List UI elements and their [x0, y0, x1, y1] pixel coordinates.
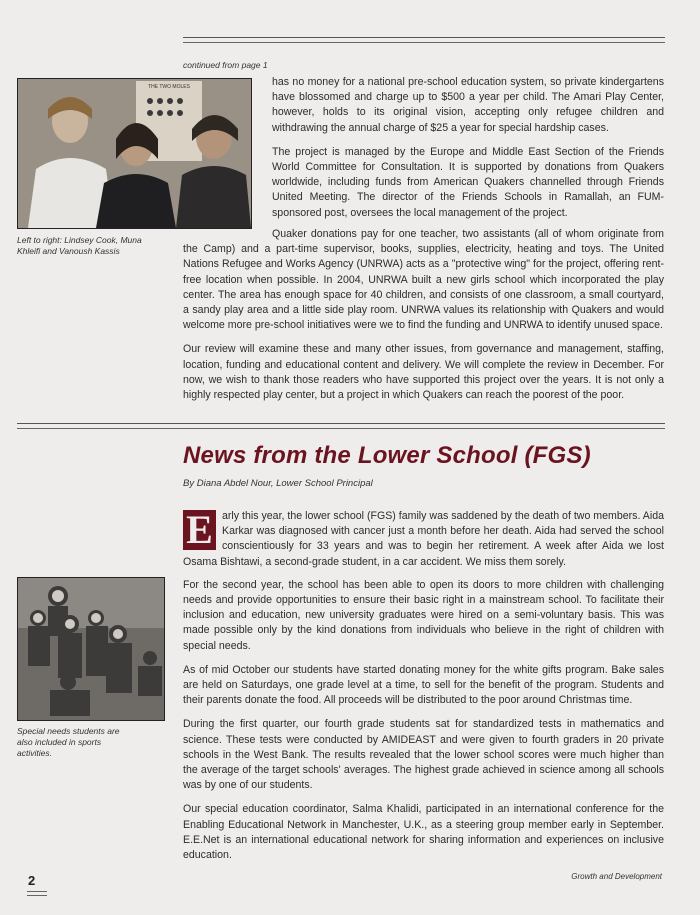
article1-paragraph: has no money for a national pre-school education system, so private kindergartens have blossomed and charge up to $500 a year per child. The Amari Play Center, however, holds to its original vision, accepting only refugee children and withdrawing the annual charge of $25 a year for special hardship cases.: [272, 76, 664, 134]
article2-paragraph-text: arly this year, the lower school (FGS) family was saddened by the death of two members. Aida Karkar was diagnosed with cancer just a month before her death. Aida had served the school conscientiously for 33 years and was to begin her retirement. A week after Aida we lost Osama Bishtawi, a second-grade student, in a car accident. We miss them sorely.: [183, 510, 664, 568]
article2-paragraph: During the first quarter, our fourth grade students sat for standardized tests in mathematics and science. These tests were conducted by AMIDEAST and were given to fourth graders in 20 private schools in the West Bank. The results revealed that the lower school scores were much higher than the average of the target schools' averages. The highest grade achieved in science among all schools was by one of our students.: [183, 718, 664, 792]
page-number: 2: [28, 873, 36, 888]
article1-body-full: [183, 227, 664, 412]
article1-paragraph: Our review will examine these and many other issues, from governance and management, staffing, location, funding and educational content and delivery. We will complete the review in December. For now, we wish to thank those readers who have supported this project over the years. It is not only a highly respected play center, but a project in which Quakers can reach the poorest of the poor.: [183, 343, 664, 402]
sports-photo: [17, 577, 165, 721]
article2-byline: By Diana Abdel Nour, Lower School Principal: [183, 478, 373, 489]
article1-paragraph: Quaker donations pay for one teacher, two assistants (all of whom originate from the Camp) and a part-time supervisor, books, supplies, electricity, heating and toys. The United Nations Refugee and Works Agency (UNRWA) acts as a "protective wing" for the project, offering rent-free location when possible. In 2004, UNRWA built a new girls school which incorporated the play center. The area has enough space for 40 children, and consists of one classroom, a small courtyard, a sandy play area and a little side play room. UNRWA values its relationship with Quakers and would welcome more pre-school initiatives were we to find the funding and UNRWA to identify unused space.: [183, 228, 664, 332]
staff-photo-image: [18, 79, 251, 228]
continued-note: continued from page 1: [183, 60, 268, 70]
sports-photo-caption: Special needs students are also included in sports activities.: [17, 726, 120, 758]
article2-paragraph: For the second year, the school has been able to open its doors to more children with challenging needs and provide opportunities to ensure their basic right in a mainstream school. To facilitate their inclusion and education, new university graduates were hired on a semi-voluntary basis. This was made possible only by the kind donations from individuals who believe in the right of children with special needs.: [183, 578, 664, 652]
article1-paragraph: The project is managed by the Europe and Middle East Section of the Friends World Committee for Consultation. It is supported by donations from Quakers worldwide, including funds from American Quakers channelled through Friends United Meeting. The director of the Friends Schools in Ramallah, an FUM-sponsored post, oversees the local management of the project.: [272, 145, 664, 219]
article1-body-top: [272, 75, 664, 230]
top-rule-thin: [183, 42, 665, 43]
page-number-rule-2: [27, 895, 47, 896]
top-rule: [183, 37, 665, 38]
article2-paragraph: As of mid October our students have started donating money for the white gifts program. Bake sales are held on Saturdays, one grade level at a time, to sell for the benefit of the program. Students and their parents donate the food. All proceeds will be distributed to the poor around Christmas time.: [183, 663, 664, 707]
sports-photo-image: [18, 578, 164, 720]
section-rule-thin: [17, 428, 665, 429]
article2-paragraph: Our special education coordinator, Salma Khalidi, participated in an international conference for the Enabling Educational Network in Manchester, U.K., as a steering group member early in September. E.E.Net is an international educational network for sharing information and experiences on inclusive education.: [183, 803, 664, 862]
page-number-rule: [27, 891, 47, 892]
staff-photo: [17, 78, 252, 229]
photo-sign-text: THE TWO MOLES: [148, 84, 190, 90]
dropcap-letter: E: [183, 510, 216, 550]
article2-paragraph: [183, 509, 664, 570]
section-rule: [17, 423, 665, 424]
article2-body: [183, 509, 664, 872]
staff-photo-caption: Left to right: Lindsey Cook, Muna Khleifi and Vanoush Kassis: [17, 235, 142, 256]
article2-title: News from the Lower School (FGS): [183, 442, 591, 469]
footer-section-name: Growth and Development: [571, 872, 662, 881]
